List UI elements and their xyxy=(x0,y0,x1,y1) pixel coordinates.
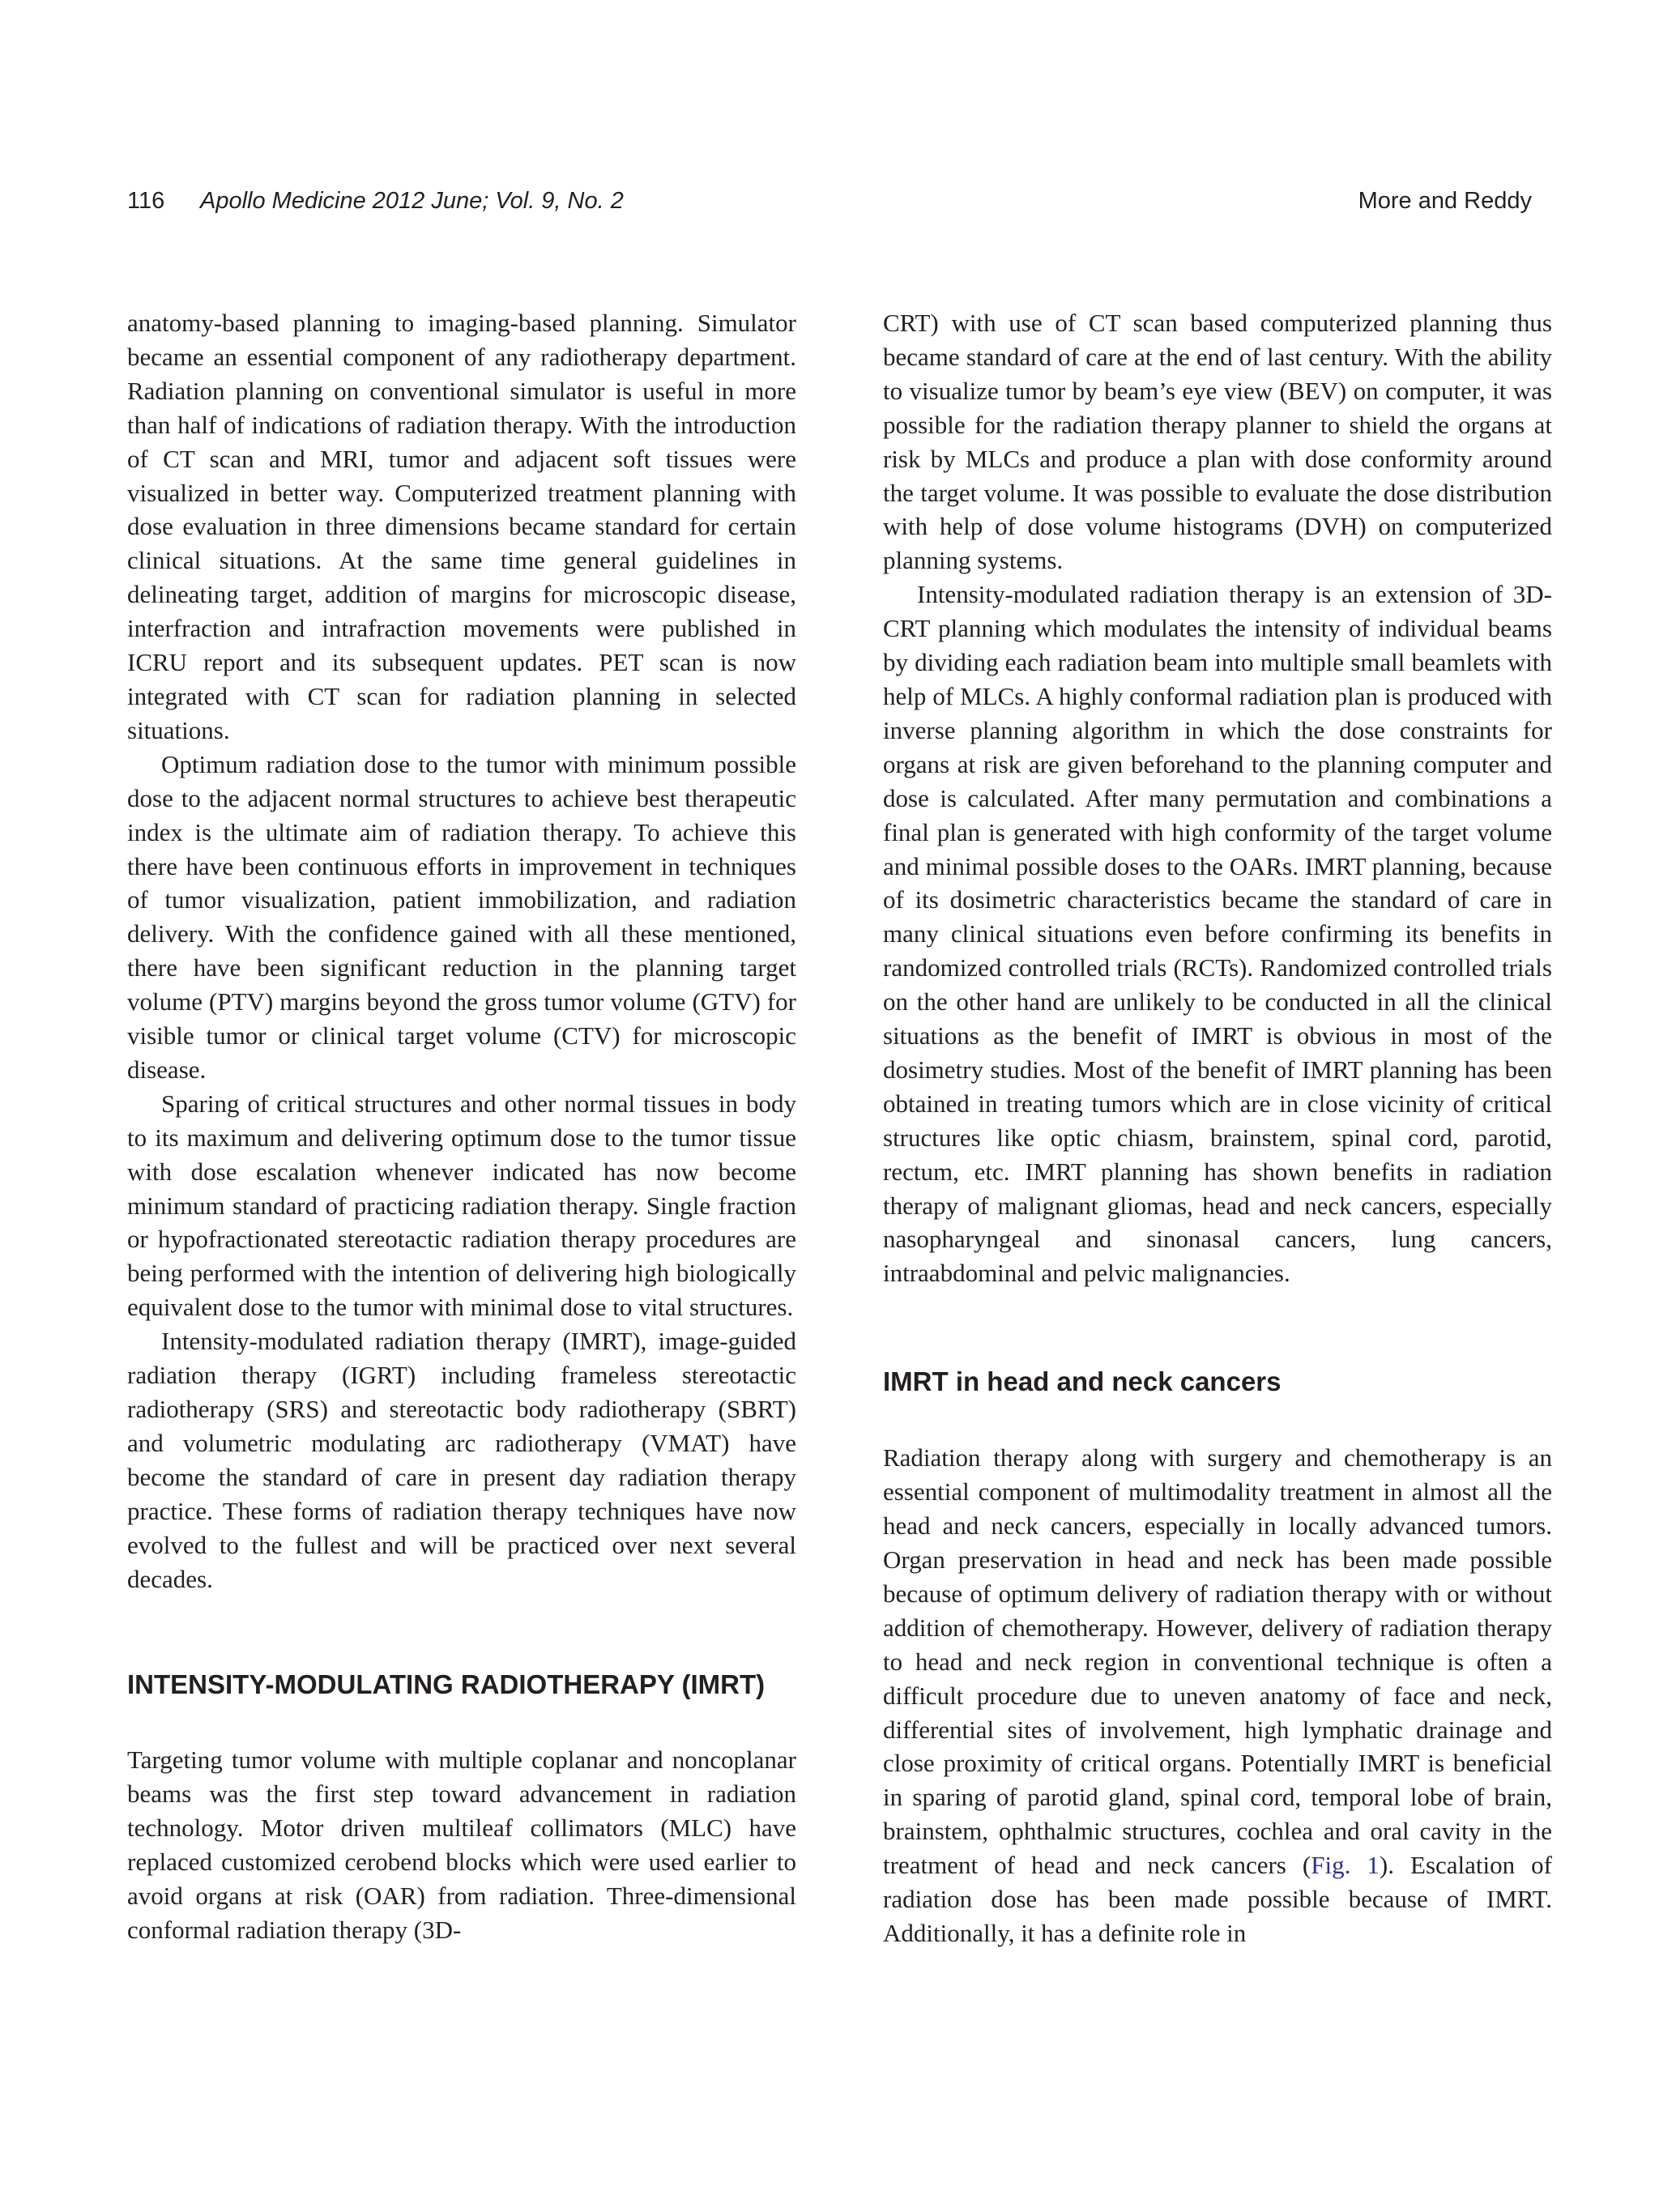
page-number: 116 xyxy=(127,188,165,214)
left-column xyxy=(127,306,796,1947)
paragraph-continuation: anatomy-based planning to imaging-based planning. Simulator became an essential component of any radiotherapy department. Radiation planning on conventional simulator is useful in more than half of indications of radiation therapy. With the introduction of CT scan and MRI, tumor and adjacent soft tissues were visualized in better way. Computerized treatment planning with dose evaluation in three dimensions became standard for certain clinical situations. At the same time general guidelines in delineating target, addition of margins for microscopic disease, interfraction and intrafraction movements were published in ICRU report and its subsequent updates. PET scan is now integrated with CT scan for radiation planning in selected situations. xyxy=(127,309,796,744)
subsection-heading-head-neck: IMRT in head and neck cancers xyxy=(883,1366,1282,1397)
paragraph-modern-techniques: Intensity-modulated radiation therapy (IMRT), image-guided radiation therapy (IGRT) including frameless stereotactic radiotherapy (SRS) and stereotactic body radiotherapy (SBRT) and volumetric modulating arc radiotherapy (VMAT) have become the standard of care in present day radiation therapy practice. These forms of radiation therapy techniques have now evolved to the fullest and will be practiced over next several decades. xyxy=(127,1327,796,1593)
paragraph-head-neck-radiation xyxy=(883,1441,1552,1950)
figure-1-link[interactable]: Fig. 1 xyxy=(1311,1851,1380,1880)
section-heading-imrt: INTENSITY-MODULATING RADIOTHERAPY (IMRT) xyxy=(127,1669,766,1700)
running-head-authors: More and Reddy xyxy=(1358,188,1532,214)
paragraph-optimum-dose: Optimum radiation dose to the tumor with minimum possible dose to the adjacent normal structures to achieve best therapeutic index is the ultimate aim of radiation therapy. To achieve this there have been continuous efforts in improvement in techniques of tumor visualization, patient immobilization, and radiation delivery. With the confidence gained with all these mentioned, there have been significant reduction in the planning target volume (PTV) margins beyond the gross tumor volume (GTV) for visible tumor or clinical target volume (CTV) for microscopic disease. xyxy=(127,749,796,1084)
journal-citation: Apollo Medicine 2012 June; Vol. 9, No. 2 xyxy=(200,188,624,214)
paragraph-sparing-critical-structures: Sparing of critical structures and other normal tissues in body to its maximum and delivering optimum dose to the tumor tissue with dose escalation whenever indicated has now become minimum standard of practicing radiation therapy. Single fraction or hypofractionated stereotactic radiation therapy procedures are being performed with the intention of delivering high biologically equivalent dose to the tumor with minimal dose to vital structures. xyxy=(127,1089,796,1322)
running-head xyxy=(127,183,1532,219)
paragraph-3dcrt-continuation: CRT) with use of CT scan based computerized planning thus became standard of care at the end of last century. With the ability to visualize tumor by beam’s eye view (BEV) on computer, it was possible for the radiation therapy planner to shield the organs at risk by MLCs and produce a plan with dose conformity around the target volume. It was possible to evaluate the dose distribution with help of dose volume histograms (DVH) on computerized planning systems. xyxy=(883,309,1552,575)
paragraph-imrt-extension: Intensity-modulated radiation therapy is an extension of 3D-CRT planning which modulates the intensity of individual beams by dividing each radiation beam into multiple small beamlets with help of MLCs. A highly conformal radiation plan is produced with inverse planning algorithm in which the dose constraints for organs at risk are given beforehand to the planning computer and dose is calculated. After many permutation and combinations a final plan is generated with high conformity of the target volume and minimal possible doses to the OARs. IMRT planning, because of its dosimetric characteristics became the standard of care in many clinical situations even before confirming its benefits in randomized controlled trials (RCTs). Randomized controlled trials on the other hand are unlikely to be conducted in all the clinical situations as the benefit of IMRT is obvious in most of the dosimetry studies. Most of the benefit of IMRT planning has been obtained in treating tumors which are in close vicinity of critical structures like optic chiasm, brainstem, spinal cord, parotid, rectum, etc. IMRT planning has shown benefits in radiation therapy of malignant gliomas, head and neck cancers, especially nasopharyngeal and sinonasal cancers, lung cancers, intraabdominal and pelvic malignancies. xyxy=(883,580,1552,1288)
paragraph-text-after-link: ). Escalation of radiation dose has been made possible because of IMRT. Additionally, it has a definite role in xyxy=(883,1851,1553,1947)
right-column xyxy=(883,306,1552,1950)
paragraph-text-before-link: Radiation therapy along with surgery and chemotherapy is an essential component of multimodality treatment in almost all the head and neck cancers, especially in locally advanced tumors. Organ preservation in head and neck has been made possible because of optimum delivery of radiation therapy with or without addition of chemotherapy. However, delivery of radiation therapy to head and neck region in conventional technique is often a difficult procedure due to uneven anatomy of face and neck, differential sites of involvement, high lymphatic drainage and close proximity of critical organs. Potentially IMRT is beneficial in sparing of parotid gland, spinal cord, temporal lobe of brain, brainstem, ophthalmic structures, cochlea and oral cavity in the treatment of head and neck cancers ( xyxy=(883,1443,1552,1880)
paragraph-targeting-tumor-volume: Targeting tumor volume with multiple coplanar and noncoplanar beams was the first step toward advancement in radiation technology. Motor driven multileaf collimators (MLC) have replaced customized cerobend blocks which were used earlier to avoid organs at risk (OAR) from radiation. Three-dimensional conformal radiation therapy (3D- xyxy=(127,1745,796,1944)
